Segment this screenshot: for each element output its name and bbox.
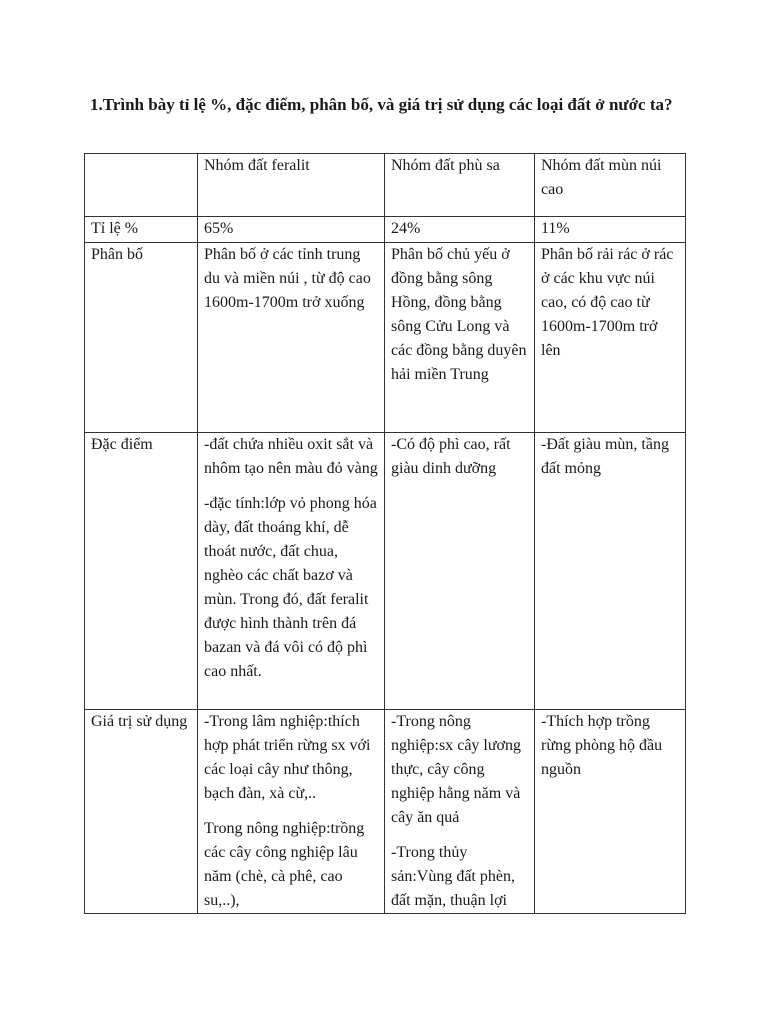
table-row-usage-value xyxy=(85,710,686,914)
row-label: Phân bố xyxy=(85,243,198,433)
cell-phu-sa xyxy=(385,710,535,914)
cell-mun-nui-cao xyxy=(535,433,686,710)
cell-text: -Có độ phì cao, rất giàu dinh dưỡng xyxy=(391,436,511,477)
header-cell-feralit: Nhóm đất feralit xyxy=(198,154,385,217)
cell-text: -Đất giàu mùn, tầng đất mỏng xyxy=(541,436,669,477)
header-cell-mun-nui-cao: Nhóm đất mùn núi cao xyxy=(535,154,686,217)
cell-feralit xyxy=(198,243,385,433)
cell-text: -đặc tính:lớp vỏ phong hóa dày, đất thoáng khí, dễ thoát nước, đất chua, nghèo các chất bazơ và mùn. Trong đó, đất feralit được hình thành trên đá bazan và đá vôi có độ phì cao nhất. xyxy=(204,495,377,680)
cell-text: -Trong thủy sản:Vùng đất phèn, đất mặn, thuận lợi xyxy=(391,844,515,909)
table-row-distribution xyxy=(85,243,686,433)
table-row-characteristics xyxy=(85,433,686,710)
cell-mun-nui-cao xyxy=(535,243,686,433)
cell-text: 11% xyxy=(541,220,570,237)
cell-mun-nui-cao xyxy=(535,710,686,914)
cell-text: Trong nông nghiệp:trồng các cây công nghiệp lâu năm (chè, cà phê, cao su,..), xyxy=(204,820,365,909)
table-row-ratio xyxy=(85,217,686,243)
question-heading: 1.Trình bày tỉ lệ %, đặc điểm, phân bố, và giá trị sử dụng các loại đất ở nước ta? xyxy=(90,95,673,114)
cell-text: -đất chứa nhiều oxit sắt và nhôm tạo nên màu đỏ vàng xyxy=(204,436,378,477)
cell-text: Phân bố ở các tỉnh trung du và miền núi , từ độ cao 1600m-1700m trở xuống xyxy=(204,246,371,311)
cell-text: Phân bố chủ yếu ở đồng bằng sông Hồng, đồng bằng sông Cửu Long và các đồng bằng duyên hải miền Trung xyxy=(391,246,527,383)
row-label: Tỉ lệ % xyxy=(85,217,198,243)
cell-text: -Thích hợp trồng rừng phòng hộ đầu nguồn xyxy=(541,713,663,778)
row-label: Giá trị sử dụng xyxy=(85,710,198,914)
cell-text: 65% xyxy=(204,220,234,237)
header-cell-empty xyxy=(85,154,198,217)
cell-feralit xyxy=(198,217,385,243)
cell-text: -Trong lâm nghiệp:thích hợp phát triển rừng sx với các loại cây như thông, bạch đàn, xà cừ,.. xyxy=(204,713,371,802)
cell-feralit xyxy=(198,433,385,710)
cell-mun-nui-cao xyxy=(535,217,686,243)
header-cell-phu-sa: Nhóm đất phù sa xyxy=(385,154,535,217)
cell-text: -Trong nông nghiệp:sx cây lương thực, cây công nghiệp hằng năm và cây ăn quả xyxy=(391,713,521,826)
row-label: Đặc điểm xyxy=(85,433,198,710)
soil-comparison-table xyxy=(84,153,686,914)
table-header-row xyxy=(85,154,686,217)
cell-phu-sa xyxy=(385,433,535,710)
cell-phu-sa xyxy=(385,243,535,433)
cell-text: 24% xyxy=(391,220,421,237)
cell-feralit xyxy=(198,710,385,914)
cell-phu-sa xyxy=(385,217,535,243)
cell-text: Phân bố rải rác ở rác ở các khu vực núi cao, có độ cao từ 1600m-1700m trở lên xyxy=(541,246,674,359)
